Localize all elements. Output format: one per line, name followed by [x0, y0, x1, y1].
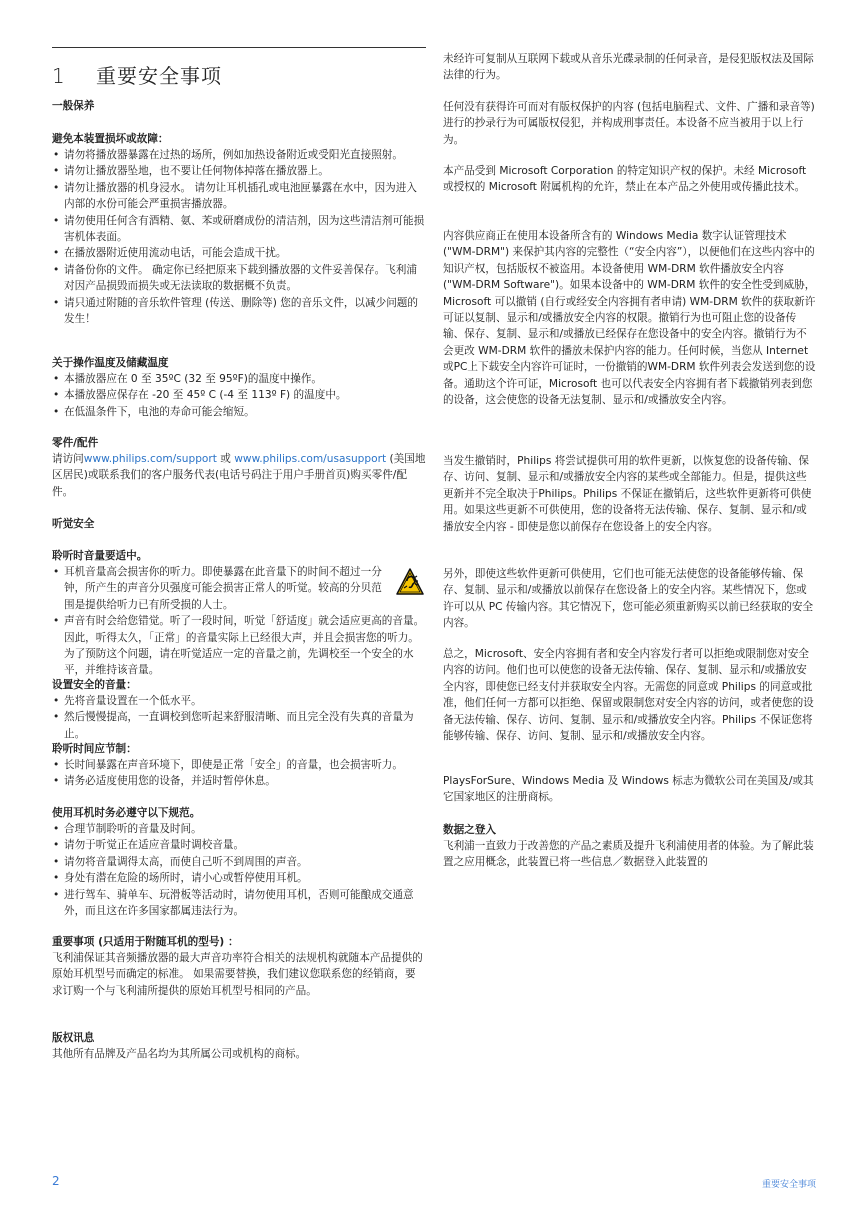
list-item: • 合理节制聆听的音量及时间。	[52, 821, 426, 837]
copyright-infringement-paragraph: 任何没有获得许可而对有版权保护的内容 (包括电脑程式、文件、广播和录音等) 进行的抄录行为可属版权侵犯，并构成刑事责任。本设备不应当被用于以上行为。	[443, 101, 815, 146]
chapter-title: 重要安全事项	[96, 64, 222, 88]
list-item: • 请勿将播放器暴露在过热的场所，例如加热设备附近或受阳光直接照射。	[52, 147, 426, 163]
list-item: • 声音有时会给您错觉。听了一段时间，听觉「舒适度」就会适应更高的音量。因此，听得太久，「正常」的音量实际上已经很大声，并且会损害您的听力。为了预防这个问题，请在听觉适应一定的音量之前，先调校至一个安全的水平，并维持该音量。	[52, 613, 426, 679]
list-item: • 请只通过附随的音乐软件管理 (传送、删除等) 您的音乐文件，以减少问题的发生！	[52, 295, 426, 328]
general-care-heading: 一般保养	[52, 100, 95, 112]
temperature-heading: 关于操作温度及储藏温度	[52, 357, 169, 369]
safe-volume-heading: 设置安全的音量：	[52, 679, 137, 691]
important-heading: 重要事项 (只适用于附随耳机的型号) ：	[52, 936, 239, 948]
wm-drm-paragraph: 内容供应商正在使用本设备所含有的 Windows Media 数字认证管理技术 ("WM-DRM") 来保护其内容的完整性（“安全内容”），以便他们在这些内容中的知识产权，包括版权不被盗用。本设备使用 WM-DRM 软件播放安全内容 ("WM-DRM Software")。如果本设备中的 WM-DRM 软件的安全性受到威胁，Microsoft 可以撤销 (自行或经安全内容拥有者申请) WM-DRM 软件的获取新许可证以复制、显示和/或播放安全内容的权限。撤销行为也可阻止您的设备传输、保存、复制、显示和/或播放已经保存在您设备中的安全内容。撤销行为不会更改 WM-DRM 软件的播放未保护内容的能力。任何时候，当您从 Internet 或PC上下载安全内容许可证时，一份撤销的WM-DRM 软件列表会发送到您的设备。通助这个许可证，Microsoft 也可以代表安全内容拥有者下载撤销列表到您的设备，这会使您的设备无法复制、显示和/或播放安全内容。	[443, 230, 816, 407]
data-logging-paragraph: 飞利浦一直致力于改善您的产品之素质及提升飞利浦使用者的体验。为了解此装置之应用概念，此装置已将一些信息／数据登入此装置的	[443, 840, 814, 869]
listening-time-list	[52, 757, 426, 790]
list-item: • 在播放器附近使用流动电话，可能会造成干扰。	[52, 245, 426, 261]
revocation-paragraph: 当发生撤销时，Philips 将尝试提供可用的软件更新，以恢复您的设备传输、保存、访问、复制、显示和/或播放安全内容的某些或全部能力。但是，提供这些更新并不完全取决于Philips。Philips 不保证在撤销后，这些软件更新将可供使用。如果这些更新不可供使用，您的设备将无法传输、保存、复制、显示和/或播放安全内容 - 即使是您以前保存在您设备上的安全内容。	[443, 455, 812, 533]
moderate-volume-heading: 聆听时音量要适中。	[52, 550, 148, 562]
software-update-paragraph: 另外，即使这些软件更新可供使用，它们也可能无法使您的设备能够传输、保存、复制、显示和/或播放以前保存在您设备上的安全内容。某些情况下，您或许可以从 PC 传输内容。其它情况下，您可能必须重新购买以前已经获取的安全内容。	[443, 568, 814, 630]
list-item: • 请勿于听觉正在适应音量时调校音量。	[52, 837, 426, 853]
parts-heading: 零件/配件	[52, 437, 99, 449]
copyright-heading: 版权讯息	[52, 1032, 95, 1044]
copyright-paragraph: 其他所有品牌及产品名均为其所属公司或机构的商标。	[52, 1048, 307, 1060]
footer-section-title: 重要安全事项	[761, 1180, 816, 1190]
list-item: • 然后慢慢提高，一直调校到您听起来舒服清晰、而且完全没有失真的音量为止。	[52, 709, 426, 742]
headphone-rules-list	[52, 821, 426, 919]
parts-paragraph	[52, 451, 426, 500]
list-item: • 请勿让播放器坠地，也不要让任何物体掉落在播放器上。	[52, 163, 426, 179]
data-logging-heading: 数据之登入	[443, 824, 496, 836]
page-number: 2	[52, 1174, 60, 1188]
trademark-paragraph: PlaysForSure、Windows Media 及 Windows 标志为微软公司在美国及/或其它国家地区的注册商标。	[443, 775, 814, 804]
list-item: • 请勿使用任何含有酒精、氨、苯或研磨成份的清洁剂，因为这些清洁剂可能损害机体表面。	[52, 213, 426, 246]
parts-suffix: (美国地区居民)或联系我们的客户服务代表(电话号码注于用户手册首页)购买零件/配件。	[52, 453, 426, 498]
list-item: • 身处有潜在危险的场所时，请小心或暂停使用耳机。	[52, 870, 426, 886]
avoid-damage-heading: 避免本装置损坏或故障：	[52, 133, 169, 145]
support-link[interactable]: www.philips.com/support	[83, 453, 217, 465]
volume-list	[52, 564, 426, 679]
important-paragraph: 飞利浦保证其音频播放器的最大声音功率符合相关的法规机构就随本产品提供的原始耳机型号而确定的标准。 如果需要替换，我们建议您联系您的经销商，要求订购一个与飞利浦所提供的原始耳机型号相同的产品。	[52, 952, 423, 997]
list-item: • 请备份你的文件。 确定你已经把原来下载到播放器的文件妥善保存。飞利浦对因产品损毁而损失或无法读取的数据概不负责。	[52, 262, 426, 295]
list-item: • 在低温条件下，电池的寿命可能会缩短。	[52, 404, 426, 420]
volume-warning-block	[52, 564, 426, 679]
microsoft-ip-paragraph: 本产品受到 Microsoft Corporation 的特定知识产权的保护。未经 Microsoft 或授权的 Microsoft 附属机构的允许，禁止在本产品之外使用或传播此技术。	[443, 165, 807, 194]
list-item: • 耳机音量高会损害你的听力。即使暴露在此音量下的时间不超过一分钟，所产生的声音分贝强度可能会损害正常人的听觉。较高的分贝范围是提供给听力已有所受损的人士。	[52, 564, 426, 613]
usasupport-link[interactable]: www.philips.com/usasupport	[234, 453, 387, 465]
safe-volume-list	[52, 693, 426, 742]
chapter-number: 1	[52, 64, 66, 88]
list-item: • 本播放器应保存在 -20 至 45º C (-4 至 113º F) 的温度中。	[52, 387, 426, 403]
list-item: • 请务必适度使用您的设备，并适时暂停休息。	[52, 773, 426, 789]
parts-or: 或	[216, 453, 235, 465]
list-item: • 请勿将音量调得太高，而使自己听不到周围的声音。	[52, 854, 426, 870]
access-restriction-paragraph: 总之，Microsoft、安全内容拥有者和安全内容发行者可以拒绝或限制您对安全内容的访问。他们也可以使您的设备无法传输、保存、复制、显示和/或播放安全内容，即使您已经支付并获取安全内容。无需您的同意或 Philips 的同意或批准，他们任何一方都可以拒绝、保留或限制您对安全内容的访问，或者使您的设备无法传输、保存、访问、复制、显示和/或播放安全内容。Philips 不保证您将能够传输、保存、访问、复制、显示和/或播放安全内容。	[443, 648, 814, 743]
header-rule	[52, 47, 426, 48]
list-item: • 长时间暴露在声音环境下，即使是正常「安全」的音量，也会损害听力。	[52, 757, 426, 773]
listening-time-heading: 聆听时间应节制：	[52, 743, 137, 755]
headphone-rules-heading: 使用耳机时务必遵守以下规范。	[52, 807, 201, 819]
parts-prefix: 请访问	[52, 453, 84, 465]
hearing-safety-heading: 听觉安全	[52, 518, 95, 530]
list-item: • 请勿让播放器的机身浸水。 请勿让耳机插孔或电池匣暴露在水中，因为进入内部的水份可能会严重损害播放器。	[52, 180, 426, 213]
list-item: • 本播放器应在 0 至 35ºC (32 至 95ºF)的温度中操作。	[52, 371, 426, 387]
avoid-damage-list	[52, 147, 426, 327]
list-item: • 先将音量设置在一个低水平。	[52, 693, 426, 709]
piracy-paragraph: 未经许可复制从互联网下载或从音乐光碟录制的任何录音，是侵犯版权法及国际法律的行为。	[443, 53, 814, 82]
temperature-list	[52, 371, 426, 420]
list-item: • 进行驾车、骑单车、玩滑板等活动时，请勿使用耳机，否则可能酿成交通意外，而且这在许多国家都属违法行为。	[52, 887, 426, 920]
chapter-heading	[52, 60, 222, 89]
